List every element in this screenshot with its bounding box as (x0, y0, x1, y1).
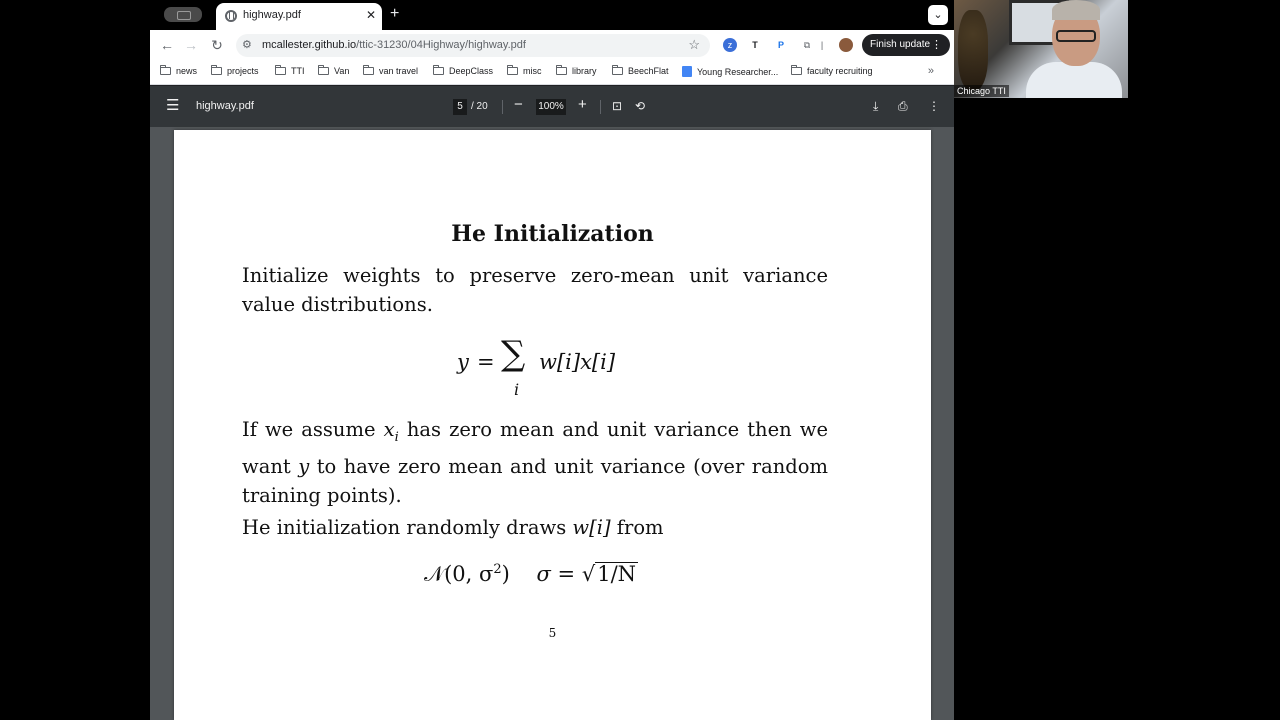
para2-prefix: If we assume (242, 418, 376, 441)
para2-sub: i (394, 429, 399, 445)
folder-icon (211, 67, 222, 75)
toolbar-divider (600, 100, 601, 114)
folder-icon (791, 67, 802, 75)
download-icon[interactable]: ⤓ (873, 99, 879, 113)
eq2-sup: 2 (493, 562, 502, 577)
rotate-icon[interactable]: ⟲ (635, 99, 646, 113)
zoom-in-icon[interactable]: + (578, 96, 587, 113)
page-number: 5 (548, 626, 557, 640)
bookmark-beechflat[interactable]: BeechFlat (612, 66, 669, 76)
zoom-level-input[interactable]: 100% (536, 99, 566, 115)
page-number-input[interactable]: 5 (453, 99, 467, 115)
pdf-viewport[interactable] (150, 127, 954, 720)
bookmark-projects[interactable]: projects (211, 66, 259, 76)
bookmark-deepclass[interactable]: DeepClass (433, 66, 493, 76)
bookmark-misc[interactable]: misc (507, 66, 542, 76)
pdf-filename: highway.pdf (196, 100, 254, 112)
eq2-sigma: σ = (536, 562, 576, 586)
bookmark-van-travel[interactable]: van travel (363, 66, 418, 76)
para3-var: w[i] (572, 516, 611, 539)
para2-rest: to have zero mean and unit variance (over random training points). (242, 454, 828, 507)
eq1-rhs: w[i]x[i] (539, 350, 616, 374)
pdf-toolbar (150, 86, 954, 127)
chevron-double-right-icon[interactable]: » (927, 65, 934, 77)
eq2-close: ) (501, 562, 510, 586)
bookmark-tti[interactable]: TTI (275, 66, 305, 76)
folder-icon (433, 67, 444, 75)
globe-icon (225, 10, 237, 22)
sum-equation (457, 334, 617, 404)
page-total: / 20 (471, 101, 488, 112)
browser-toolbar (150, 30, 954, 60)
para2-y: y (298, 454, 310, 478)
tab-title: highway.pdf (243, 9, 301, 21)
folder-icon (612, 67, 623, 75)
doc-icon (682, 66, 692, 77)
bookmark-news[interactable]: news (160, 66, 197, 76)
close-icon[interactable]: ✕ (365, 8, 376, 22)
bookmark-young-researcher[interactable]: Young Researcher... (682, 66, 778, 77)
print-icon[interactable]: ⎙ (898, 99, 908, 113)
eq1-equals: = (477, 350, 495, 374)
intro-paragraph: Initialize weights to preserve zero-mean unit variance value distributions. (242, 264, 828, 316)
eq2-radicand: 1/N (597, 562, 637, 586)
bookmark-van[interactable]: Van (318, 66, 349, 76)
pinned-tab[interactable] (164, 7, 202, 22)
sqrt-symbol: √ (581, 562, 596, 586)
more-vertical-icon[interactable]: ⋮ (931, 39, 942, 51)
extensions-puzzle-icon[interactable]: ⧉ (803, 40, 811, 50)
speaker-body (1026, 62, 1122, 98)
url-text[interactable]: mcallester.github.io/ttic-31230/04Highway/highway.pdf (262, 39, 526, 51)
menu-icon[interactable]: ☰ (166, 97, 180, 114)
zoom-extension-icon[interactable]: z (723, 38, 737, 52)
para3-prefix: He initialization randomly draws (242, 516, 567, 539)
profile-avatar-icon[interactable] (839, 38, 853, 52)
toolbar-divider: | (820, 40, 824, 50)
folder-icon (160, 67, 171, 75)
eq1-lhs: y (457, 350, 469, 374)
tab-highway-pdf[interactable] (216, 3, 382, 30)
folder-icon (556, 67, 567, 75)
sum-index: i (514, 380, 520, 399)
bookmark-star-icon[interactable]: ☆ (688, 37, 700, 52)
zoom-out-icon[interactable]: − (514, 96, 523, 113)
speaker-glasses (1056, 30, 1096, 42)
tex-extension-icon[interactable]: T (752, 40, 758, 50)
bookmarks-bar (150, 60, 954, 85)
bookmark-faculty-recruiting[interactable]: faculty recruiting (791, 66, 873, 76)
address-bar[interactable] (236, 34, 710, 57)
new-tab-button[interactable]: + (390, 5, 400, 22)
back-icon[interactable]: ← (160, 37, 174, 53)
slide-title: He Initialization (451, 221, 654, 247)
p-extension-icon[interactable]: P (777, 40, 784, 50)
more-vertical-icon[interactable]: ⋮ (928, 99, 940, 113)
normal-distribution-equation (424, 562, 664, 602)
reload-icon[interactable]: ↻ (211, 37, 223, 53)
speaker-hair (1052, 0, 1100, 20)
folder-icon (363, 67, 374, 75)
sigma-symbol: ∑ (501, 334, 526, 374)
webcam-label: Chicago TTI (954, 85, 1009, 97)
para2-var: x (383, 418, 395, 441)
site-settings-icon[interactable]: ⚙ (242, 39, 252, 51)
tab-strip (150, 0, 954, 30)
assumption-paragraph (242, 415, 828, 510)
fit-page-icon[interactable]: ⊡ (612, 99, 623, 113)
webcam-video (954, 0, 1128, 98)
folder-icon (318, 67, 329, 75)
folder-icon (275, 67, 286, 75)
finish-update-button[interactable]: Finish update ⋮ (862, 34, 950, 56)
folder-icon (507, 67, 518, 75)
eq2-dist: 𝒩(0, σ (424, 562, 494, 586)
bookmark-library[interactable]: library (556, 66, 597, 76)
he-init-paragraph (242, 513, 828, 542)
toolbar-divider (502, 100, 503, 114)
background-plant (958, 10, 988, 90)
para3-suffix: from (616, 516, 664, 539)
tab-search-button[interactable]: ⌄ (928, 5, 948, 25)
pdf-page (174, 130, 931, 720)
para2-mid: has zero mean and unit variance then we want (242, 418, 829, 478)
browser-window (150, 0, 954, 720)
forward-icon[interactable]: → (184, 37, 198, 53)
